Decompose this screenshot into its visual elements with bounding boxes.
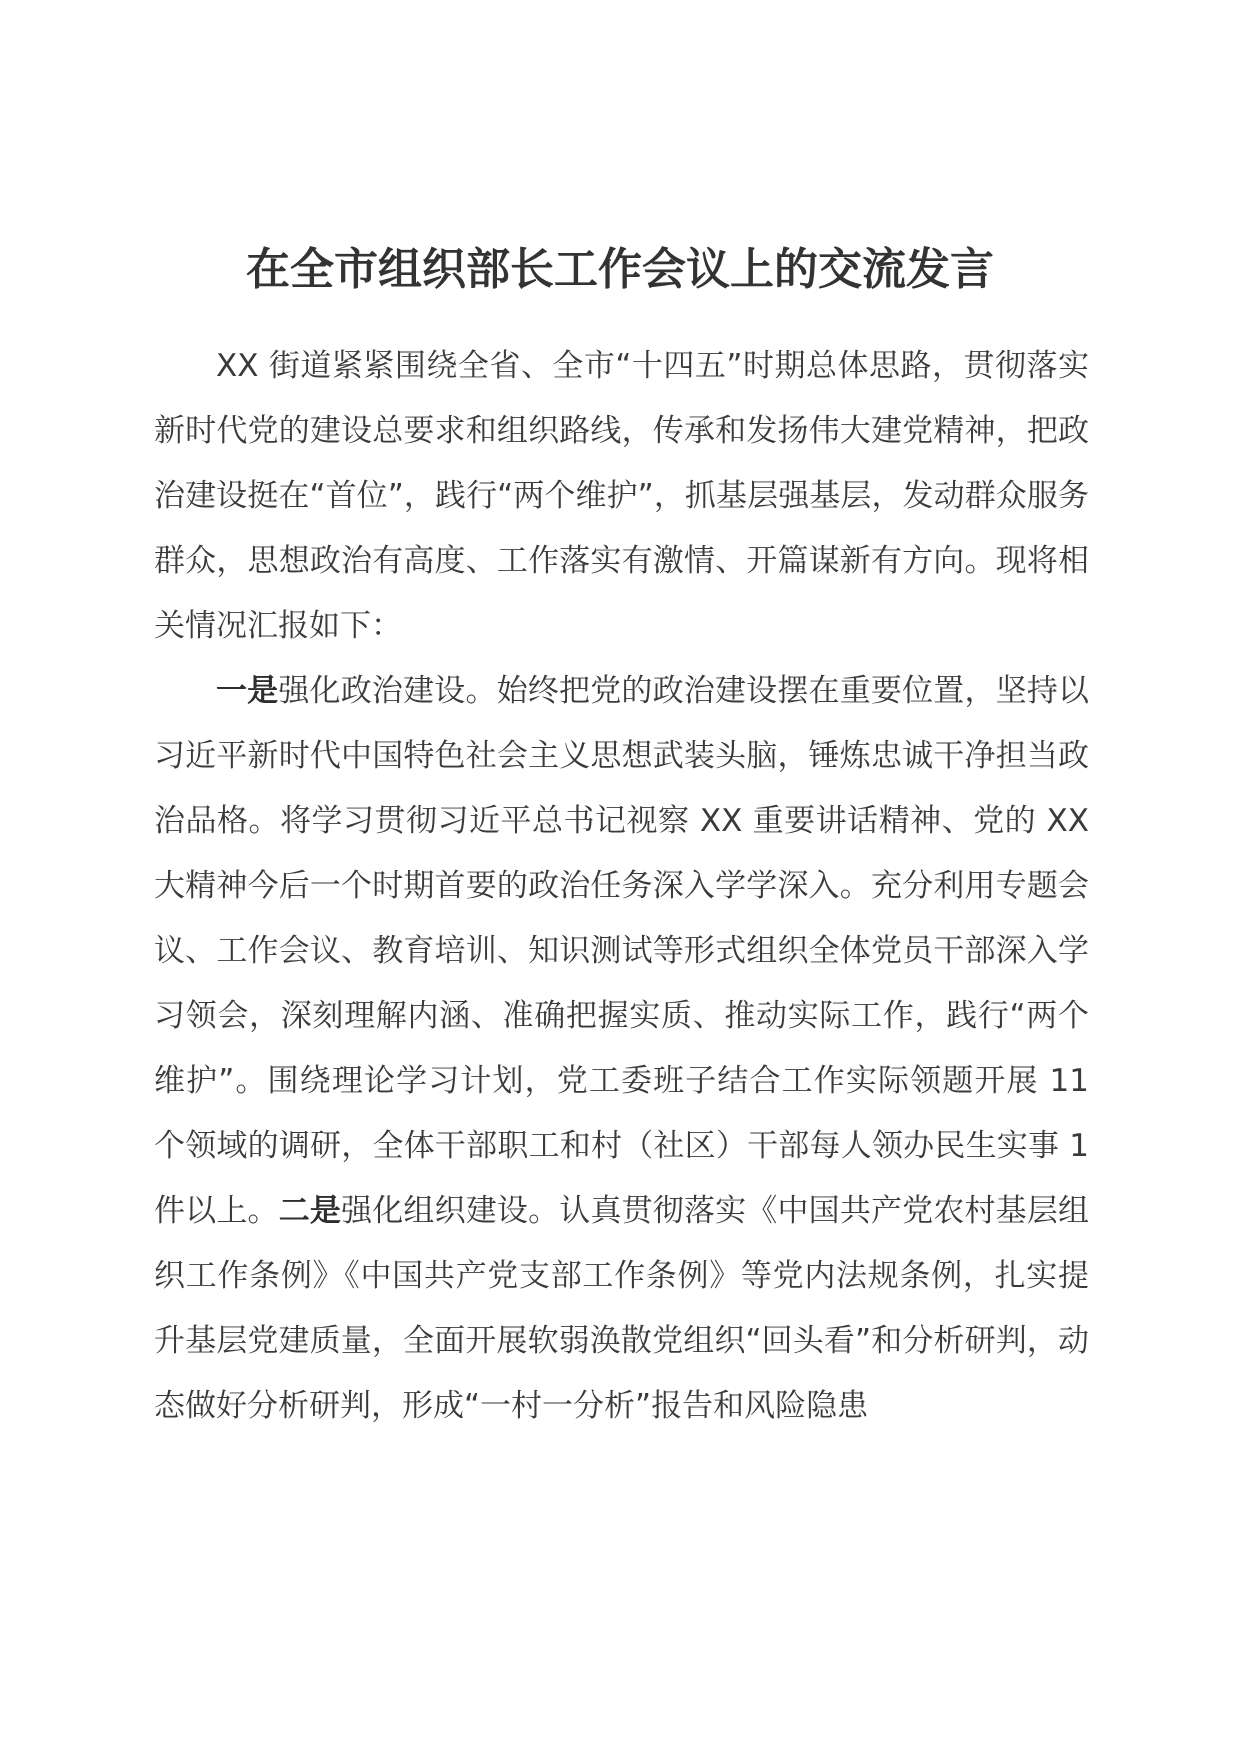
point-two-text: 强化组织建设。认真贯彻落实《中国共产党农村基层组织工作条例》《中国共产党支部工作条例》等党内法规条例，扎实提升基层党建质量，全面开展软弱涣散党组织“回头看”和分析研判，动态做好分析研判，形成“一村一分析”报告和风险隐患 <box>154 1193 1090 1424</box>
body-paragraph <box>154 659 1089 1439</box>
document-title: 在全市组织部长工作会议上的交流发言 <box>246 244 994 295</box>
point-two-lead: 二是 <box>278 1193 342 1229</box>
point-one-text: 强化政治建设。始终把党的政治建设摆在重要位置，坚持以习近平新时代中国特色社会主义思想武装头脑，锤炼忠诚干净担当政治品格。将学习贯彻习近平总书记视察 XX 重要讲话精神、党的 XX 大精神今后一个时期首要的政治任务深入学学深入。充分利用专题会议、工作会议、教育培训、知识测试等形式组织全体党员干部深入学习领会，深刻理解内涵、准确把握实质、推动实际工作，践行“两个维护”。围绕理论学习计划，党工委班子结合工作实际领题开展 11 个领域的调研，全体干部职工和村（社区）干部每人领办民生实事 1 件以上。 <box>154 673 1090 1229</box>
intro-paragraph <box>154 334 1089 659</box>
document-body <box>154 334 1089 1439</box>
point-one-lead: 一是 <box>216 673 279 709</box>
intro-text: XX 街道紧紧围绕全省、全市“十四五”时期总体思路，贯彻落实新时代党的建设总要求和组织路线，传承和发扬伟大建党精神，把政治建设挺在“首位”，践行“两个维护”，抓基层强基层，发动群众服务群众，思想政治有高度、工作落实有激情、开篇谋新有方向。现将相关情况汇报如下： <box>154 348 1089 644</box>
